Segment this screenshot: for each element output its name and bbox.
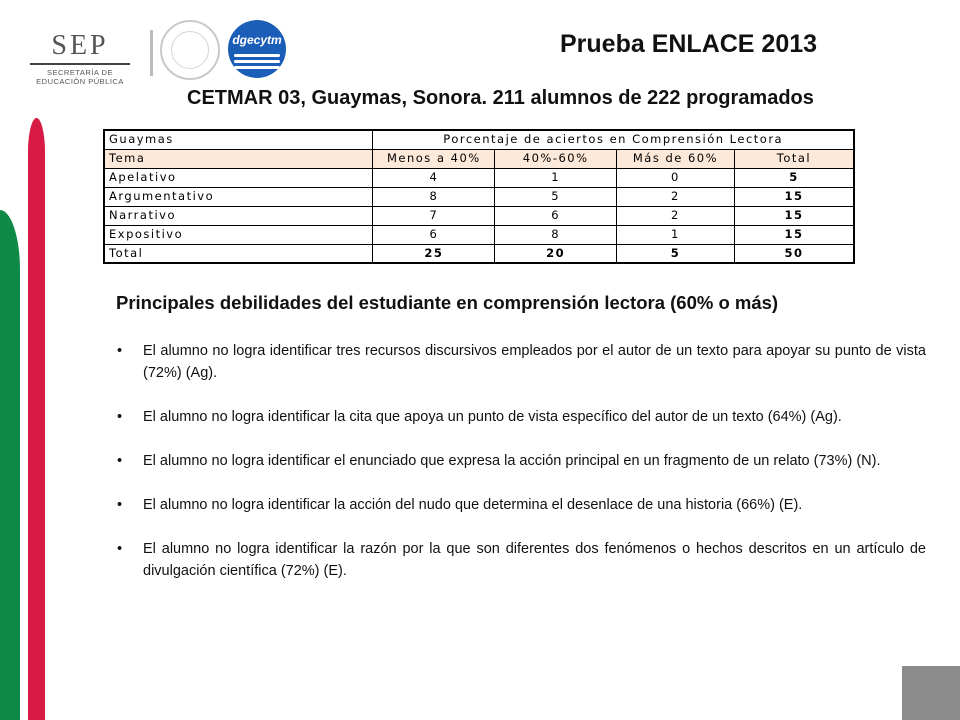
table-cell: 1	[495, 168, 617, 187]
bullet-icon: •	[117, 497, 123, 513]
list-item-text: El alumno no logra identificar la razón por la que son diferentes dos fenómenos o hechos descritos en un artículo de divulgación científica (72%) (E).	[143, 541, 926, 579]
table-cell: 2	[617, 206, 735, 225]
green-side-stripe	[0, 210, 20, 720]
table-header-row	[104, 130, 854, 149]
table-cell: 2	[617, 187, 735, 206]
table-group-header: Porcentaje de aciertos en Comprensión Lectora	[373, 130, 854, 149]
sep-logo-line2: EDUCACIÓN PÚBLICA	[36, 77, 124, 86]
table-row	[104, 168, 854, 187]
page-title: Prueba ENLACE 2013	[560, 30, 818, 58]
table-row-label: Argumentativo	[104, 187, 373, 206]
table-cell-total: 25	[373, 244, 495, 263]
bullet-icon: •	[117, 453, 123, 469]
table-total-row	[104, 244, 854, 263]
table-row	[104, 225, 854, 244]
table-row-label: Apelativo	[104, 168, 373, 187]
table-column-header: Más de 60%	[617, 149, 735, 168]
table-total-label: Total	[104, 244, 373, 263]
table-cell: 5	[495, 187, 617, 206]
list-item-text: El alumno no logra identificar tres recursos discursivos empleados por el autor de un texto para apoyar su punto de vista (72%) (Ag).	[143, 343, 926, 381]
table-cell-total: 20	[495, 244, 617, 263]
table-column-header: Total	[734, 149, 854, 168]
weakness-list	[116, 340, 926, 604]
sep-logo-bar	[30, 63, 130, 65]
table-cell: 1	[617, 225, 735, 244]
sep-logo-word: SEP	[51, 30, 109, 61]
dgec-logo-text: dgecytm	[232, 33, 282, 47]
list-item-text: El alumno no logra identificar la acción del nudo que determina el desenlace de una historia (66%) (E).	[143, 497, 803, 513]
sep-logo	[24, 32, 136, 86]
sep-logo-line1: SECRETARÍA DE	[47, 68, 113, 77]
list-item	[116, 494, 926, 516]
table-column-header: 40%-60%	[495, 149, 617, 168]
table-corner-label: Guaymas	[104, 130, 373, 149]
dgec-wave-icon	[234, 60, 280, 63]
dgec-wave-icon	[234, 66, 280, 69]
table-cell: 7	[373, 206, 495, 225]
table-cell: 8	[495, 225, 617, 244]
table-cell: 0	[617, 168, 735, 187]
table-cell-total: 15	[734, 187, 854, 206]
table-row	[104, 187, 854, 206]
bullet-icon: •	[117, 343, 123, 359]
list-item	[116, 406, 926, 428]
list-item-text: El alumno no logra identificar la cita que apoya un punto de vista específico del autor de un texto (64%) (Ag).	[143, 409, 842, 425]
list-item	[116, 538, 926, 582]
table-cell: 6	[373, 225, 495, 244]
table-column-header-row	[104, 149, 854, 168]
national-seal-icon	[160, 20, 220, 80]
corner-gray-box	[902, 666, 960, 720]
list-item-text: El alumno no logra identificar el enunciado que expresa la acción principal en un fragmento de un relato (73%) (N).	[143, 453, 881, 469]
bullet-icon: •	[117, 541, 123, 557]
red-side-stripe	[28, 118, 45, 720]
table-cell: 8	[373, 187, 495, 206]
list-item	[116, 340, 926, 384]
logo-divider	[150, 30, 153, 76]
section-heading: Principales debilidades del estudiante en comprensión lectora (60% o más)	[116, 292, 779, 313]
table-cell: 6	[495, 206, 617, 225]
table-row	[104, 206, 854, 225]
table-cell-total: 50	[734, 244, 854, 263]
table-row-label: Narrativo	[104, 206, 373, 225]
table-cell-total: 15	[734, 206, 854, 225]
table-row-label: Expositivo	[104, 225, 373, 244]
bullet-icon: •	[117, 409, 123, 425]
table-cell-total: 5	[734, 168, 854, 187]
table-cell-total: 15	[734, 225, 854, 244]
dgec-logo	[228, 20, 286, 78]
page-subtitle: CETMAR 03, Guaymas, Sonora. 211 alumnos de 222 programados	[187, 87, 814, 109]
table-row-header-label: Tema	[104, 149, 373, 168]
list-item	[116, 450, 926, 472]
table-cell: 4	[373, 168, 495, 187]
results-table	[103, 129, 855, 264]
table-cell-total: 5	[617, 244, 735, 263]
table-column-header: Menos a 40%	[373, 149, 495, 168]
dgec-wave-icon	[234, 54, 280, 57]
